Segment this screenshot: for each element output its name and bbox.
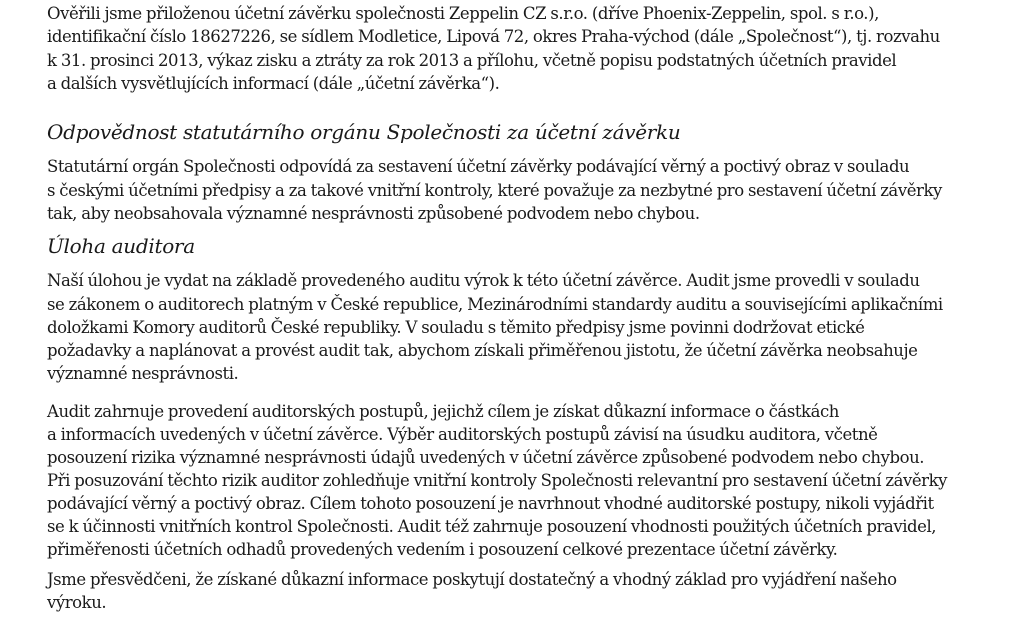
- section-heading-auditor: Úloha auditora: [47, 234, 195, 258]
- text-line: doložkami Komory auditorů České republiky. V souladu s těmito předpisy jsme povinni dodržovat etické: [47, 318, 865, 337]
- text-line: přiměřenosti účetních odhadů provedených vedením i posouzení celkové prezentace účetní závěrky.: [47, 540, 838, 559]
- text-line: a dalších vysvětlujících informací (dále „účetní závěrka“).: [47, 74, 500, 93]
- text-line: významné nesprávnosti.: [47, 364, 239, 383]
- text-line: Jsme přesvědčeni, že získané důkazní informace poskytují dostatečný a vhodný základ pro vyjádření našeho: [47, 570, 897, 589]
- section-heading-statutory: Odpovědnost statutárního orgánu Společnosti za účetní závěrku: [47, 120, 681, 144]
- text-line: se k účinnosti vnitřních kontrol Společnosti. Audit též zahrnuje posouzení vhodnosti použitých účetních pravidel,: [47, 517, 937, 536]
- text-line: podávající věrný a poctivý obraz. Cílem tohoto posouzení je navrhnout vhodné auditorské postupy, nikoli vyjádřit: [47, 494, 934, 513]
- text-line: výroku.: [47, 593, 107, 612]
- text-line: Naší úlohou je vydat na základě provedeného auditu výrok k této účetní závěrce. Audit jsme provedli v souladu: [47, 271, 920, 290]
- text-line: požadavky a naplánovat a provést audit tak, abychom získali přiměřenou jistotu, že účetní závěrka neobsahuje: [47, 341, 918, 360]
- text-line: identifikační číslo 18627226, se sídlem Modletice, Lipová 72, okres Praha-východ (dále „Společnost“), tj. rozvahu: [47, 27, 940, 46]
- text-line: Statutární orgán Společnosti odpovídá za sestavení účetní závěrky podávající věrný a poctivý obraz v souladu: [47, 157, 910, 176]
- text-line: se zákonem o auditorech platným v České republice, Mezinárodními standardy auditu a souvisejícími aplikačními: [47, 295, 943, 314]
- text-line: k 31. prosinci 2013, výkaz zisku a ztráty za rok 2013 a přílohu, včetně popisu podstatných účetních pravidel: [47, 51, 897, 70]
- text-line: Audit zahrnuje provedení auditorských postupů, jejichž cílem je získat důkazní informace o částkách: [47, 402, 839, 421]
- text-line: a informacích uvedených v účetní závěrce. Výběr auditorských postupů závisí na úsudku auditora, včetně: [47, 425, 878, 444]
- text-line: Při posuzování těchto rizik auditor zohledňuje vnitřní kontroly Společnosti relevantní pro sestavení účetní závěrky: [47, 471, 948, 490]
- text-line: posouzení rizika významné nesprávnosti údajů uvedených v účetní závěrce způsobené podvodem nebo chybou.: [47, 448, 925, 467]
- text-line: tak, aby neobsahovala významné nesprávnosti způsobené podvodem nebo chybou.: [47, 204, 700, 223]
- text-line: Ověřili jsme přiloženou účetní závěrku společnosti Zeppelin CZ s.r.o. (dříve Phoenix-Zeppelin, spol. s r.o.),: [47, 4, 879, 23]
- text-line: s českými účetními předpisy a za takové vnitřní kontroly, které považuje za nezbytné pro sestavení účetní závěrky: [47, 181, 942, 200]
